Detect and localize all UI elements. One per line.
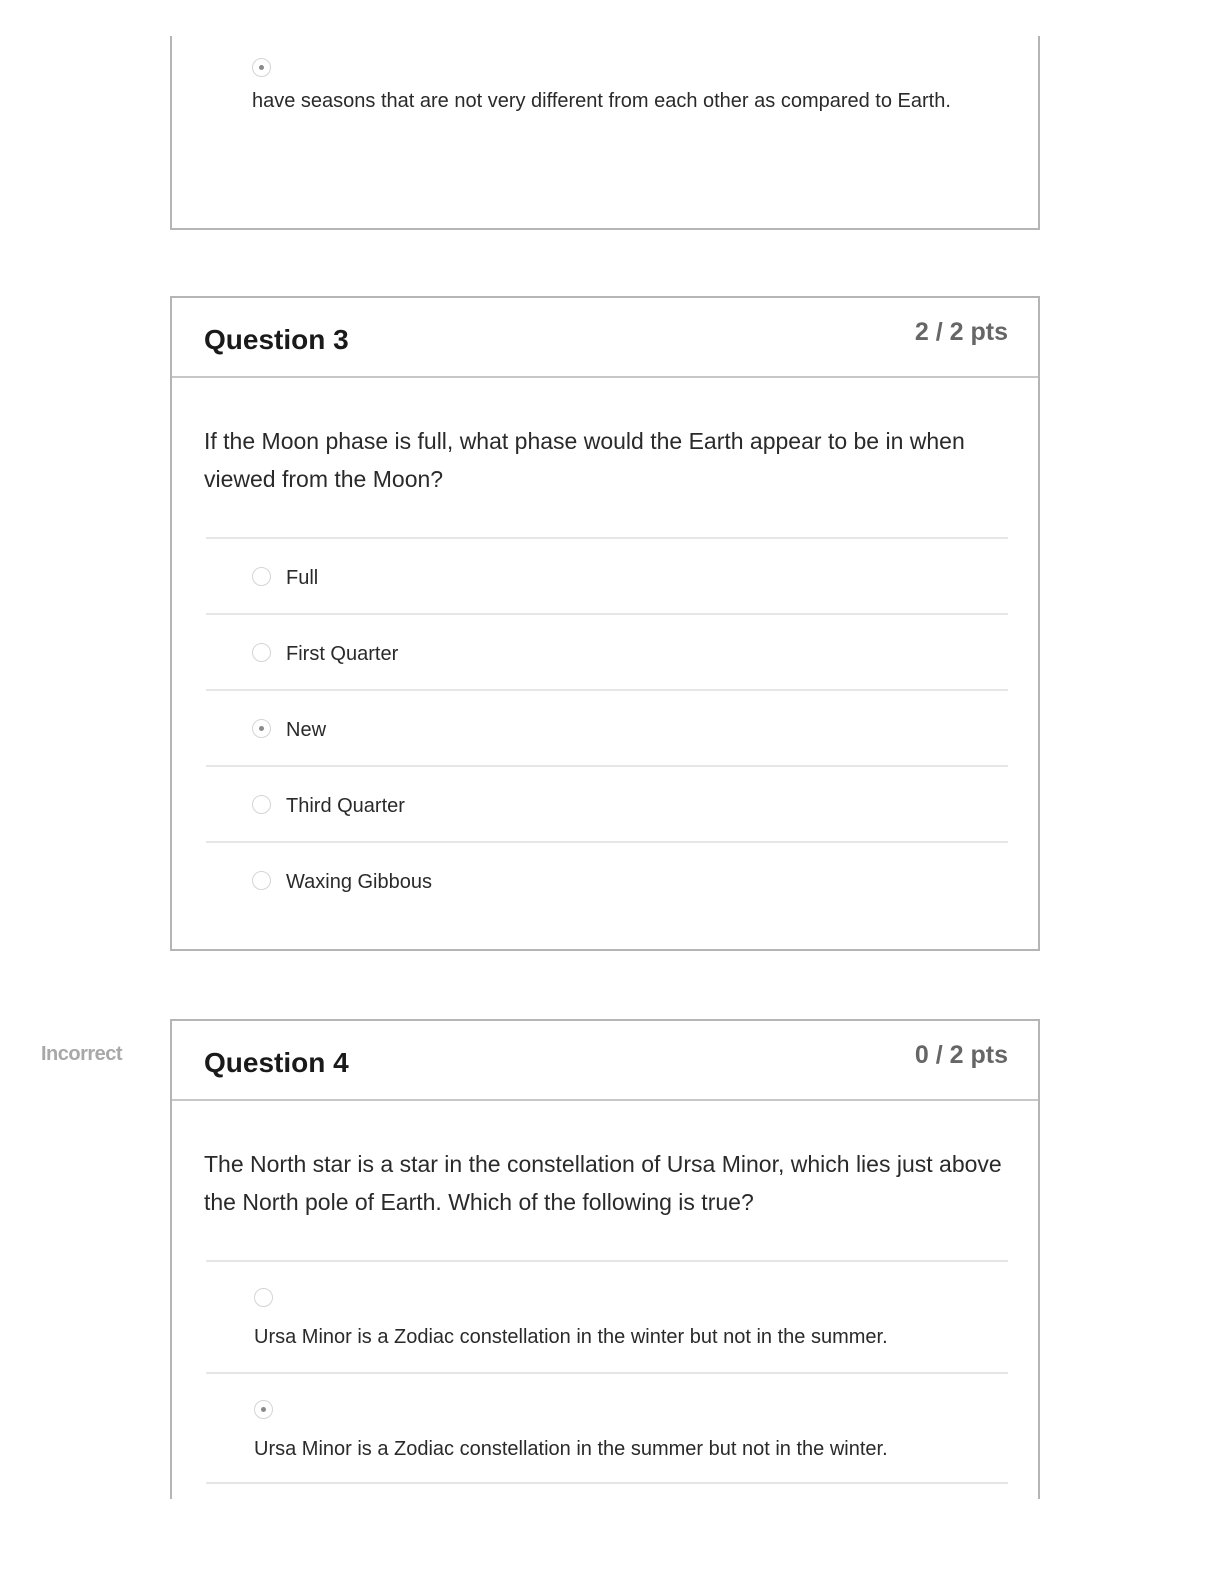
radio-button[interactable] xyxy=(254,1288,273,1307)
answer-option[interactable] xyxy=(206,1372,1008,1484)
question-3-card xyxy=(170,296,1040,951)
answer-option[interactable] xyxy=(206,689,1008,765)
radio-button-selected[interactable] xyxy=(254,1400,273,1419)
answer-option[interactable] xyxy=(206,765,1008,841)
answer-label: Ursa Minor is a Zodiac constellation in the winter but not in the summer. xyxy=(254,1326,888,1348)
question-points: 0 / 2 pts xyxy=(914,1041,1008,1069)
answer-option[interactable] xyxy=(206,841,1008,917)
answer-label: Third Quarter xyxy=(286,795,405,817)
answer-label: have seasons that are not very different from each other as compared to Earth. xyxy=(252,90,951,112)
incorrect-status-label: Incorrect xyxy=(41,1043,123,1065)
answer-option[interactable] xyxy=(206,613,1008,689)
answer-label: New xyxy=(286,719,327,741)
answer-label: Waxing Gibbous xyxy=(286,871,432,893)
question-title: Question 4 xyxy=(204,1047,349,1078)
radio-button-selected[interactable] xyxy=(252,58,271,77)
answer-label: First Quarter xyxy=(286,643,399,665)
answer-label: Ursa Minor is a Zodiac constellation in the summer but not in the winter. xyxy=(254,1438,888,1460)
question-4-card xyxy=(170,1019,1040,1499)
question-header xyxy=(172,1021,1038,1101)
previous-question-card xyxy=(170,36,1040,230)
answer-option[interactable] xyxy=(206,1260,1008,1372)
question-points: 2 / 2 pts xyxy=(914,318,1008,346)
radio-button[interactable] xyxy=(252,871,271,890)
radio-button-selected[interactable] xyxy=(252,719,271,738)
radio-button[interactable] xyxy=(252,795,271,814)
radio-button[interactable] xyxy=(252,643,271,662)
radio-button[interactable] xyxy=(252,567,271,586)
question-title: Question 3 xyxy=(204,324,349,355)
question-text: If the Moon phase is full, what phase would the Earth appear to be in when viewed from the Moon? xyxy=(204,428,965,492)
question-text: The North star is a star in the constellation of Ursa Minor, which lies just above the North pole of Earth. Which of the following is true? xyxy=(204,1151,1002,1215)
question-header xyxy=(172,298,1038,378)
answer-option[interactable] xyxy=(206,537,1008,613)
answer-label: Full xyxy=(286,567,319,589)
